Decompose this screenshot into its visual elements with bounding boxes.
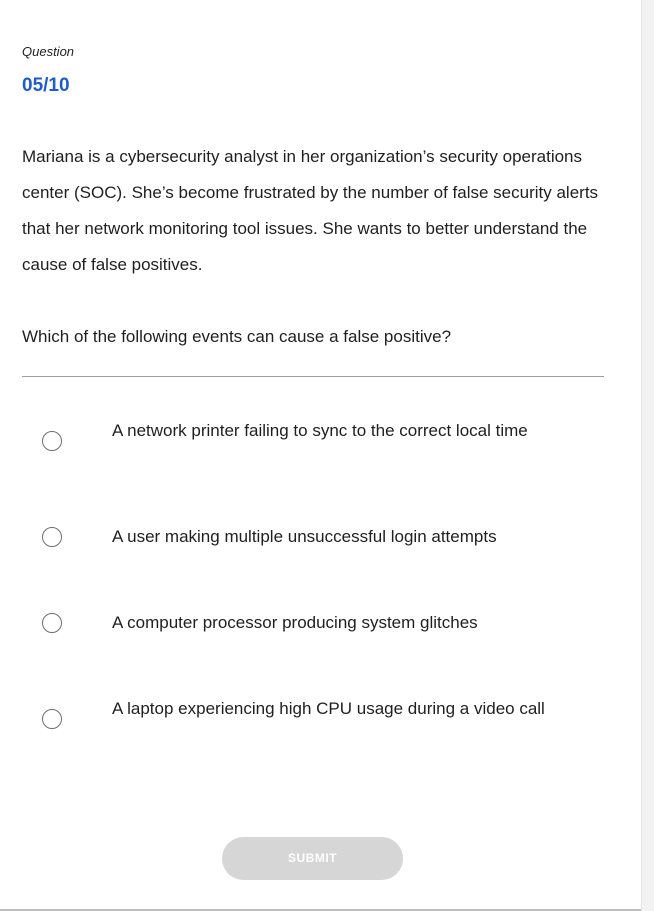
- question-text: Which of the following events can cause a false positive?: [22, 327, 452, 346]
- question-label: Question: [22, 44, 75, 59]
- scroll-gutter: [641, 0, 654, 911]
- answer-option-label: A user making multiple unsuccessful login attempts: [112, 527, 497, 546]
- answer-option[interactable]: [0, 612, 600, 634]
- question-prompt: [22, 139, 607, 355]
- radio-button[interactable]: [42, 709, 62, 729]
- answer-option[interactable]: [0, 526, 600, 548]
- scenario-paragraph: Mariana is a cybersecurity analyst in her organization’s security operations center (SOC). She’s become frustrated by the number of false security alerts that her network monitoring tool issues. She wants to better understand the cause of false positives.: [22, 147, 599, 274]
- answer-option[interactable]: [0, 698, 600, 742]
- radio-button[interactable]: [42, 527, 62, 547]
- answer-option-label: A laptop experiencing high CPU usage during a video call: [112, 699, 545, 718]
- answer-option-label: A computer processor producing system glitches: [112, 613, 478, 632]
- divider: [22, 376, 604, 377]
- answer-option-label: A network printer failing to sync to the correct local time: [112, 421, 528, 440]
- submit-button[interactable]: SUBMIT: [222, 837, 403, 880]
- answer-option[interactable]: [0, 420, 600, 464]
- radio-button[interactable]: [42, 431, 62, 451]
- radio-button[interactable]: [42, 613, 62, 633]
- question-counter: 05/10: [22, 75, 70, 96]
